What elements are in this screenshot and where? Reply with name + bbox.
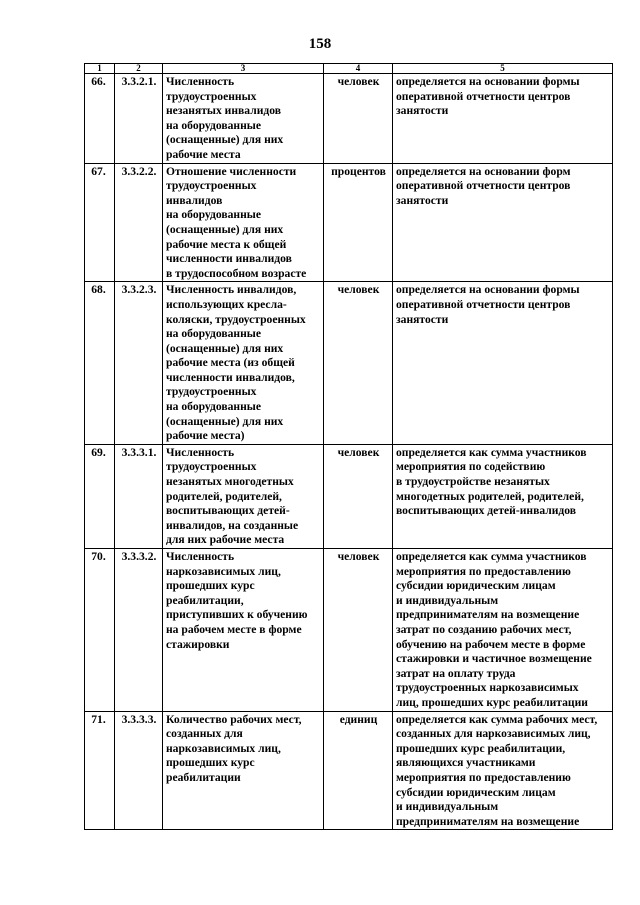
calculation-method-line: субсидии юридическим лицам	[396, 579, 556, 593]
calculation-method-line: оперативной отчетности центров	[396, 179, 571, 193]
row-number: 69.	[85, 444, 115, 548]
calculation-method-line: определяется как сумма рабочих мест,	[396, 712, 598, 726]
indicator-name-line: трудоустроенных	[166, 179, 257, 193]
calculation-method-line: мероприятия по предоставлению	[396, 564, 571, 578]
calculation-method-line: затрат на оплату труда	[396, 666, 516, 680]
indicator-code: 3.3.2.2.	[115, 163, 163, 282]
indicator-name	[163, 74, 324, 164]
column-header: 2	[115, 64, 163, 74]
indicator-name-line: коляски, трудоустроенных	[166, 312, 306, 326]
indicator-name-line: трудоустроенных	[166, 89, 257, 103]
calculation-method-line: определяется на основании формы	[396, 75, 580, 88]
calculation-method-line: являющихся участниками	[396, 756, 536, 770]
calculation-method-line: занятости	[396, 193, 449, 207]
calculation-method-line: затрат по созданию рабочих мест,	[396, 622, 572, 636]
indicator-name-line: в трудоспособном возрасте	[166, 266, 307, 280]
indicator-name	[163, 282, 324, 445]
calculation-method-line: определяется на основании формы	[396, 283, 580, 297]
indicator-name	[163, 549, 324, 712]
calculation-method-line: мероприятия по предоставлению	[396, 770, 571, 784]
calculation-method	[393, 549, 613, 712]
indicator-name-line: рабочие места (из общей	[166, 356, 295, 370]
column-header: 3	[163, 64, 324, 74]
indicator-code: 3.3.2.3.	[115, 282, 163, 445]
calculation-method	[393, 711, 613, 830]
indicator-name-line: (оснащенные) для них	[166, 133, 284, 147]
indicator-name-line: на рабочем месте в форме	[166, 622, 302, 636]
indicator-code: 3.3.3.2.	[115, 549, 163, 712]
indicator-name-line: незанятых инвалидов	[166, 104, 282, 118]
column-header: 1	[85, 64, 115, 74]
table-body	[85, 74, 613, 830]
indicator-name-line: стажировки	[166, 637, 230, 651]
column-header: 5	[393, 64, 613, 74]
indicator-name-line: инвалидов, на созданные	[166, 518, 299, 532]
table-row	[85, 711, 613, 830]
column-header: 4	[324, 64, 393, 74]
indicator-name-line: численности инвалидов	[166, 252, 292, 266]
calculation-method-line: многодетных родителей, родителей,	[396, 489, 584, 503]
indicator-name-line: наркозависимых лиц,	[166, 741, 281, 755]
indicator-name-line: наркозависимых лиц,	[166, 564, 281, 578]
indicator-name-line: созданных для	[166, 727, 243, 741]
indicator-name-line: рабочие места	[166, 147, 241, 161]
indicator-name-line: (оснащенные) для них	[166, 341, 284, 355]
calculation-method-line: определяется как сумма участников	[396, 445, 587, 459]
calculation-method	[393, 282, 613, 445]
row-number: 66.	[85, 74, 115, 164]
indicator-code: 3.3.2.1.	[115, 74, 163, 164]
indicator-name-line: (оснащенные) для них	[166, 414, 284, 428]
indicator-code: 3.3.3.1.	[115, 444, 163, 548]
calculation-method-line: стажировки и частичное возмещение	[396, 652, 592, 666]
indicator-name-line: Численность	[166, 445, 235, 459]
indicator-name-line: трудоустроенных	[166, 385, 257, 399]
indicator-name	[163, 163, 324, 282]
table-row	[85, 444, 613, 548]
calculation-method-line: субсидии юридическим лицам	[396, 785, 556, 799]
indicator-name-line: использующих кресла-	[166, 297, 287, 311]
indicator-name	[163, 711, 324, 830]
row-number: 67.	[85, 163, 115, 282]
indicator-name-line: Численность	[166, 75, 235, 88]
unit-of-measure: процентов	[324, 163, 393, 282]
page-number: 158	[308, 36, 332, 52]
table-row	[85, 163, 613, 282]
indicator-name-line: численности инвалидов,	[166, 370, 295, 384]
unit-of-measure: человек	[324, 74, 393, 164]
unit-of-measure: человек	[324, 444, 393, 548]
calculation-method-line: определяется как сумма участников	[396, 550, 587, 563]
indicator-name-line: на оборудованные	[166, 327, 261, 341]
calculation-method-line: определяется на основании форм	[396, 164, 571, 178]
indicator-name-line: прошедших курс	[166, 579, 255, 593]
calculation-method-line: лиц, прошедших курс реабилитации	[396, 695, 588, 709]
indicator-name	[163, 444, 324, 548]
indicator-name-line: на оборудованные	[166, 400, 261, 414]
calculation-method-line: трудоустроенных наркозависимых	[396, 681, 579, 695]
indicator-code: 3.3.3.3.	[115, 711, 163, 830]
calculation-method-line: предпринимателям на возмещение	[396, 608, 580, 622]
table-row	[85, 74, 613, 164]
indicator-name-line: инвалидов	[166, 193, 223, 207]
calculation-method-line: и индивидуальным	[396, 593, 499, 607]
calculation-method	[393, 444, 613, 548]
row-number: 70.	[85, 549, 115, 712]
indicator-name-line: трудоустроенных	[166, 460, 257, 474]
indicator-name-line: реабилитации	[166, 770, 241, 784]
indicator-name-line: Отношение численности	[166, 164, 297, 178]
calculation-method	[393, 74, 613, 164]
indicator-name-line: Численность инвалидов,	[166, 283, 297, 297]
indicator-name-line: для них рабочие места	[166, 533, 285, 547]
calculation-method-line: оперативной отчетности центров	[396, 297, 571, 311]
calculation-method-line: оперативной отчетности центров	[396, 89, 571, 103]
calculation-method-line: предпринимателям на возмещение	[396, 814, 580, 828]
indicator-name-line: (оснащенные) для них	[166, 222, 284, 236]
calculation-method-line: и индивидуальным	[396, 800, 499, 814]
calculation-method-line: занятости	[396, 312, 449, 326]
indicator-name-line: на оборудованные	[166, 118, 261, 132]
header-row	[85, 64, 613, 74]
indicator-name-line: прошедших курс	[166, 756, 255, 770]
unit-of-measure: человек	[324, 282, 393, 445]
indicator-name-line: воспитывающих детей-	[166, 504, 290, 518]
indicator-name-line: рабочие места к общей	[166, 237, 287, 251]
indicator-name-line: родителей, родителей,	[166, 489, 282, 503]
indicator-name-line: Количество рабочих мест,	[166, 712, 302, 726]
row-number: 71.	[85, 711, 115, 830]
row-number: 68.	[85, 282, 115, 445]
indicator-name-line: приступивших к обучению	[166, 608, 308, 622]
calculation-method-line: мероприятия по содействию	[396, 460, 546, 474]
indicators-table	[84, 63, 613, 830]
unit-of-measure: единиц	[324, 711, 393, 830]
indicator-name-line: реабилитации,	[166, 593, 244, 607]
table-row	[85, 282, 613, 445]
calculation-method-line: прошедших курс реабилитации,	[396, 741, 566, 755]
calculation-method	[393, 163, 613, 282]
indicator-name-line: рабочие места)	[166, 429, 245, 443]
table-row	[85, 549, 613, 712]
calculation-method-line: обучению на рабочем месте в форме	[396, 637, 586, 651]
indicator-name-line: Численность	[166, 550, 235, 563]
indicator-name-line: на оборудованные	[166, 208, 261, 222]
calculation-method-line: воспитывающих детей-инвалидов	[396, 504, 577, 518]
indicator-name-line: незанятых многодетных	[166, 475, 294, 489]
calculation-method-line: созданных для наркозависимых лиц,	[396, 727, 591, 741]
calculation-method-line: в трудоустройстве незанятых	[396, 475, 550, 489]
calculation-method-line: занятости	[396, 104, 449, 118]
unit-of-measure: человек	[324, 549, 393, 712]
